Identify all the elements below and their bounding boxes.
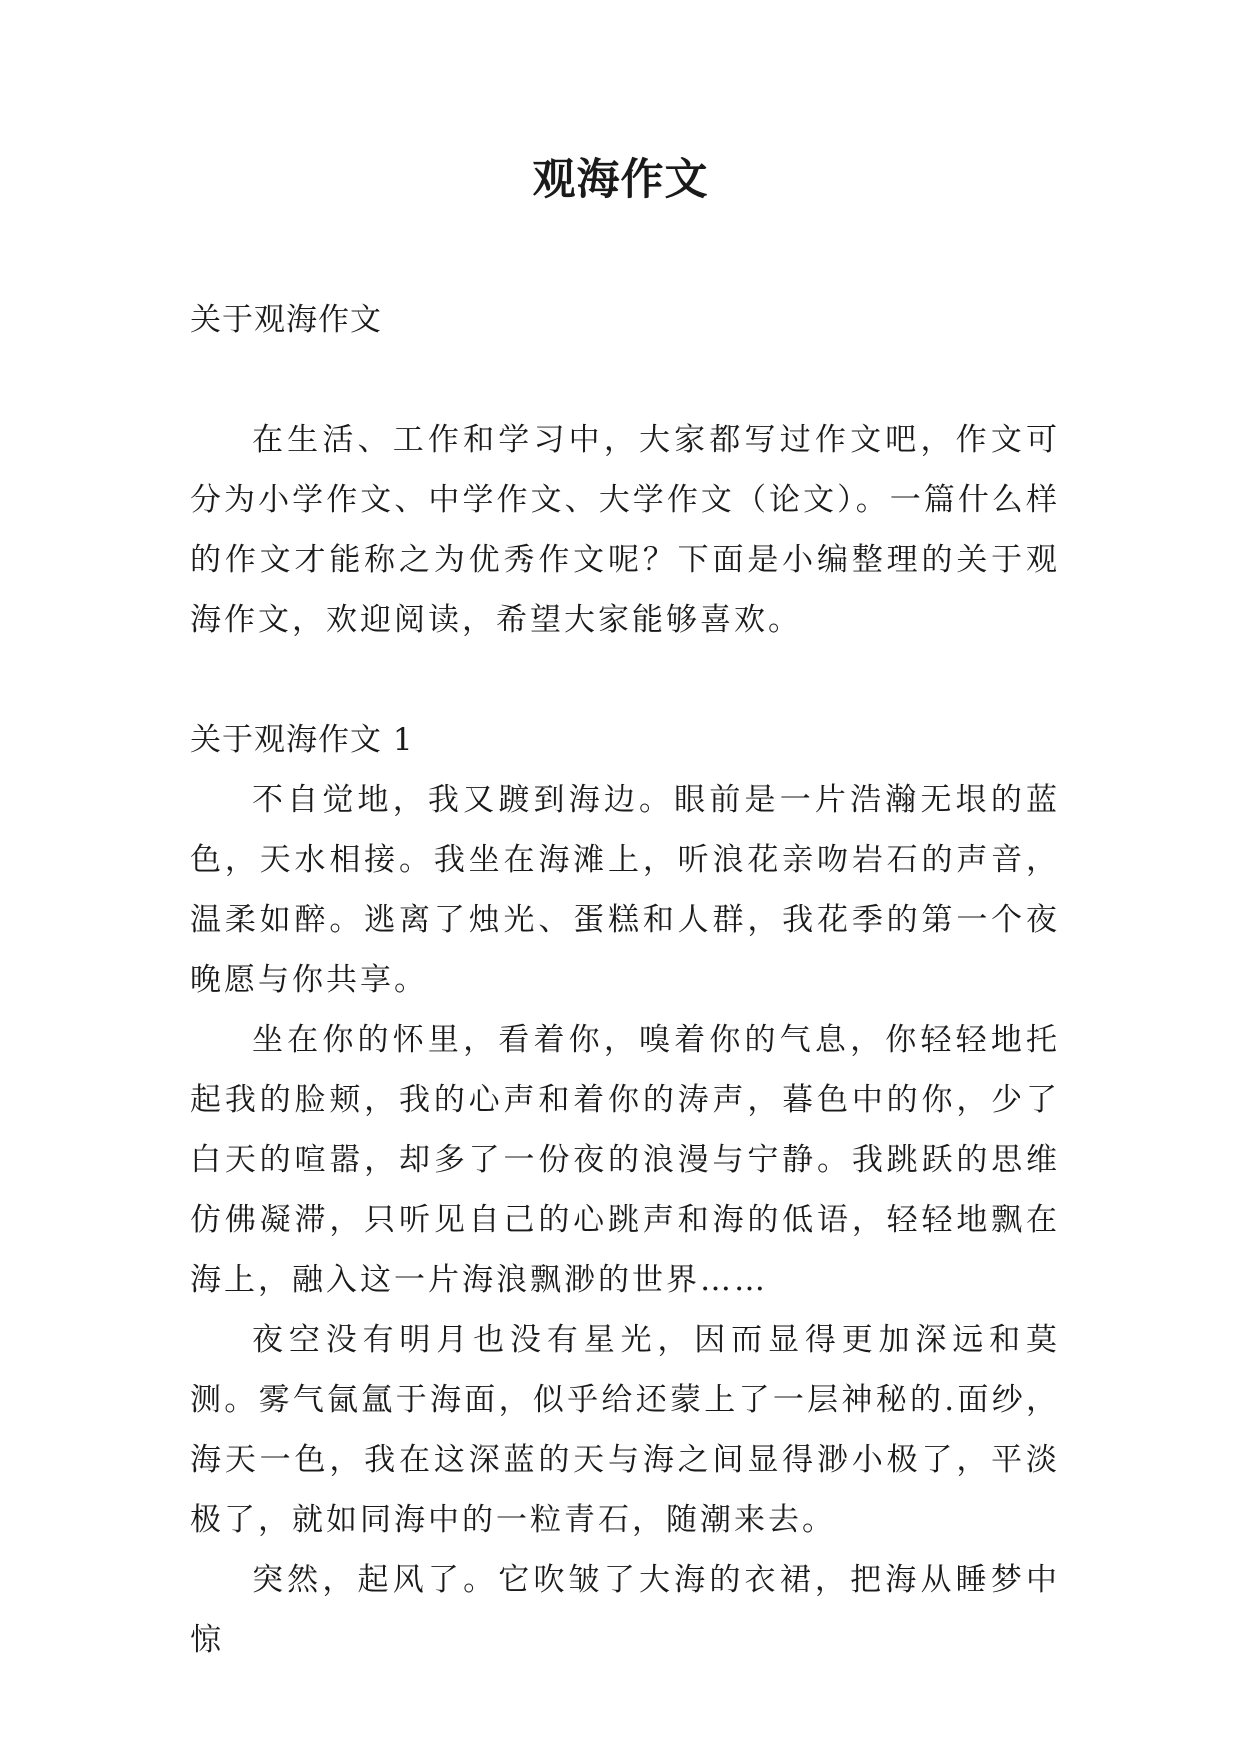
body-paragraph: 坐在你的怀里，看着你，嗅着你的气息，你轻轻地托起我的脸颊，我的心声和着你的涛声，暮色中的你，少了白天的喧嚣，却多了一份夜的浪漫与宁静。我跳跃的思维仿佛凝滞，只听见自己的心跳声和海的低语，轻轻地飘在海上，融入这一片海浪飘渺的世界…… [190,1022,1060,1298]
body-paragraph: 不自觉地，我又踱到海边。眼前是一片浩瀚无垠的蓝色，天水相接。我坐在海滩上，听浪花亲吻岩石的声音，温柔如醉。逃离了烛光、蛋糕和人群，我花季的第一个夜晚愿与你共享。 [190,782,1060,998]
body-paragraph: 夜空没有明月也没有星光，因而显得更加深远和莫测。雾气氤氲于海面，似乎给还蒙上了一层神秘的.面纱，海天一色，我在这深蓝的天与海之间显得渺小极了，平淡极了，就如同海中的一粒青石，随潮来去。 [190,1322,1060,1538]
section-heading: 关于观海作文 1 [190,722,414,758]
document-title: 观海作文 [532,155,709,205]
document-body [190,290,1060,1670]
body-paragraph: 突然，起风了。它吹皱了大海的衣裙，把海从睡梦中惊 [190,1562,1060,1658]
intro-paragraph: 在生活、工作和学习中，大家都写过作文吧，作文可分为小学作文、中学作文、大学作文（论文）。一篇什么样的作文才能称之为优秀作文呢？下面是小编整理的关于观海作文，欢迎阅读，希望大家能够喜欢。 [190,422,1060,638]
document-subtitle: 关于观海作文 [190,302,382,338]
